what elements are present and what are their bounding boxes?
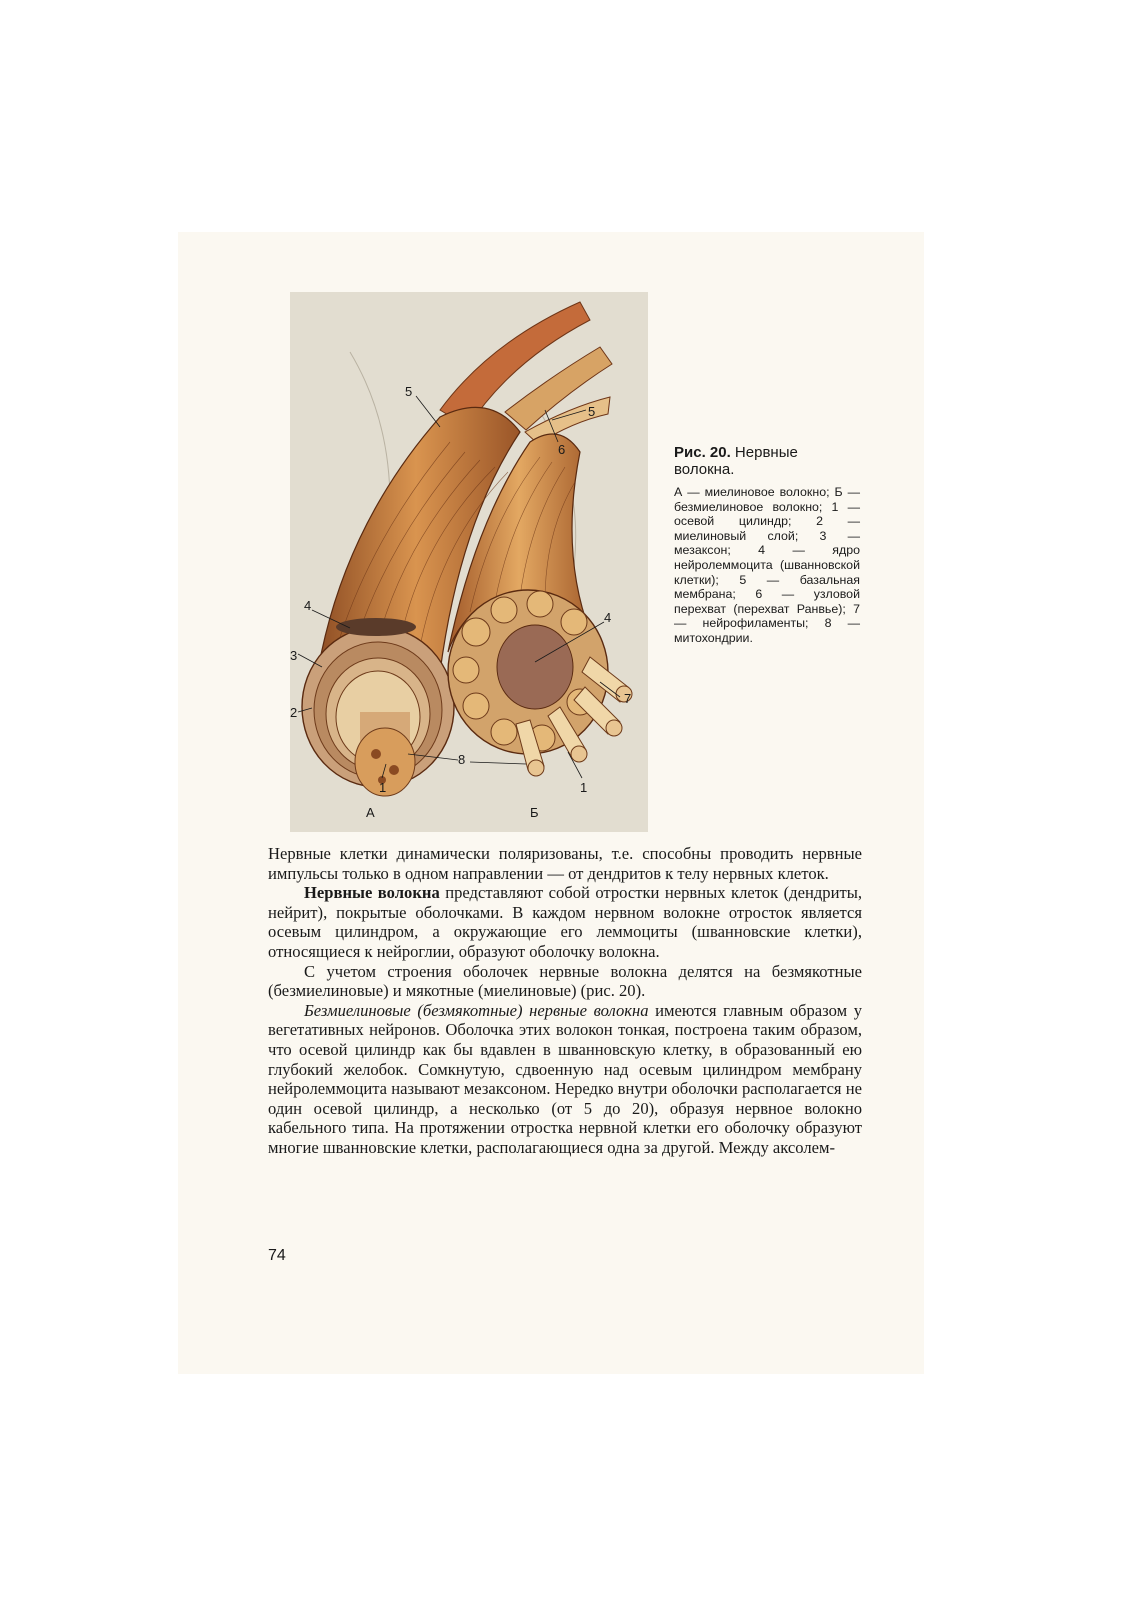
body-text: [268, 844, 862, 1158]
label-1-left: 1: [379, 780, 387, 795]
paragraph-3: С учетом строения оболочек нервные волокна делятся на безмякотные (безмиелиновые) и мякотные (миелиновые) (рис. 20).: [268, 961, 862, 1001]
label-6: 6: [558, 442, 566, 457]
label-4-right: 4: [604, 610, 612, 625]
paragraph-2: [268, 883, 862, 961]
term-nerve-fibers: Нервные волокна: [304, 883, 440, 903]
nerve-fiber-illustration: [290, 292, 648, 832]
illustration-svg: [290, 292, 648, 832]
label-5-right: 5: [588, 404, 596, 419]
label-5-left: 5: [405, 384, 413, 399]
term-unmyelinated-fibers: Безмиелиновые (безмякотные) нервные волокна: [304, 1000, 649, 1020]
paragraph-2-text: представляют собой отростки нервных клеток (дендриты, нейрит), покрытые оболочками. В каждом нервном волокне отросток является осевым цилиндром, а окружающие его леммоциты (шванновские клетки), относящиеся к нейроглии, образуют оболочку волокна.: [268, 883, 862, 961]
paragraph-1: Нервные клетки динамически поляризованы, т.е. способны проводить нервные импульсы только в одном направлении — от дендритов к телу нервных клеток.: [268, 844, 862, 883]
paragraph-4-text: имеются главным образом у вегетативных нейронов. Оболочка этих волокон тонкая, построена таким образом, что осевой цилиндр как бы вдавлен в шванновскую клетку, в образованный ею глубокий желобок. Сомкнутую, сдвоенную над осевым цилиндром мембрану нейролеммоцита называют мезаксоном. Нередко внутри оболочки располагается не один осевой цилиндр, а несколько (от 5 до 20), образуя нервное волокно кабельного типа. На протяжении отростка нервной клетки его оболочку образуют многие шванновские клетки, располагающиеся одна за другой. Между аксолем-: [268, 1000, 862, 1157]
label-1-right: 1: [580, 780, 588, 795]
label-letter-b: Б: [530, 805, 539, 820]
caption-legend: А — миелиновое волокно; Б — безмиелиновое волокно; 1 — осевой цилиндр; 2 — миелиновый слой; 3 — мезаксон; 4 — ядро нейролеммоцита (шванновской клетки); 5 — базальная мембрана; 6 — узловой перехват (перехват Ранвье); 7 — нейрофиламенты; 8 — митохондрии.: [674, 485, 860, 645]
label-letter-a: А: [366, 805, 375, 820]
label-2: 2: [290, 705, 298, 720]
label-7: 7: [624, 691, 632, 706]
page-number: 74: [268, 1247, 286, 1264]
caption-figure-title: Нервные волокна.: [674, 444, 798, 478]
caption-title: [674, 444, 860, 478]
label-8: 8: [458, 752, 466, 767]
label-3: 3: [290, 648, 298, 663]
paragraph-4: [268, 1001, 862, 1158]
figure-caption: [674, 444, 860, 646]
caption-figure-number: Рис. 20.: [674, 444, 731, 461]
label-4-left: 4: [304, 598, 312, 613]
